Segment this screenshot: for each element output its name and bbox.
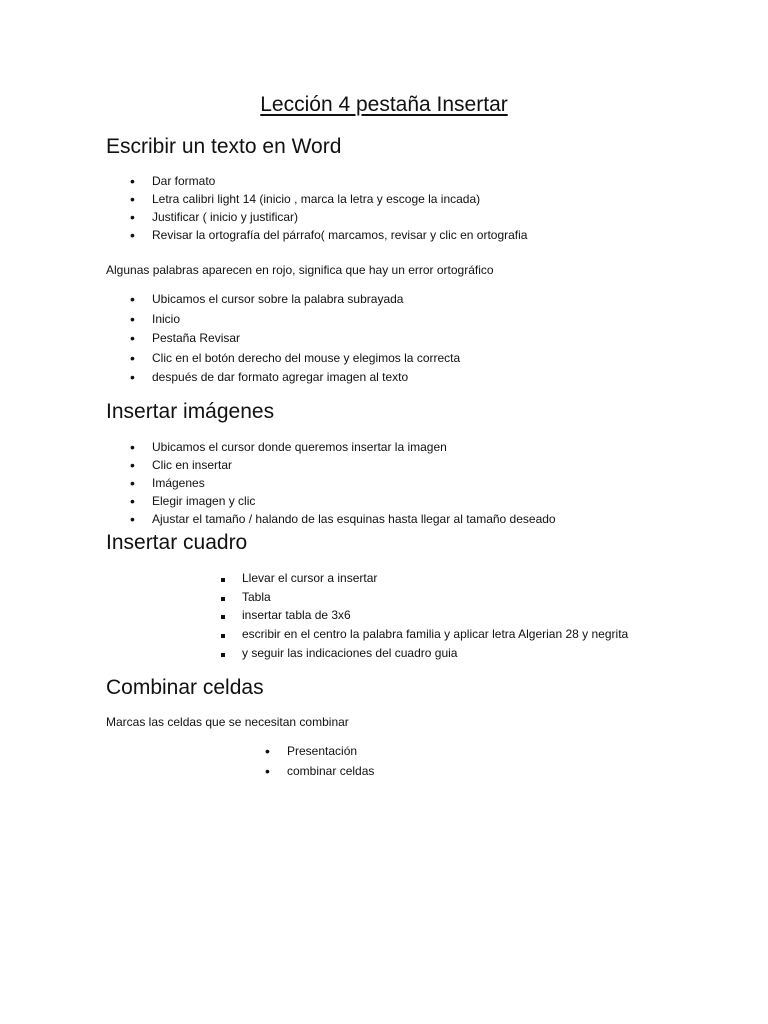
- bullet-icon: [130, 312, 135, 327]
- list-item-text: y seguir las indicaciones del cuadro guia: [242, 645, 458, 660]
- list-item-text: insertar tabla de 3x6: [242, 608, 351, 623]
- list-item: [152, 312, 460, 332]
- section-heading-imagenes: Insertar imágenes: [106, 400, 275, 423]
- list-item-text: después de dar formato agregar imagen al texto: [152, 370, 409, 384]
- square-bullet-icon: [221, 590, 225, 604]
- bullet-list-revisar: [152, 292, 460, 390]
- bullet-icon: [130, 292, 135, 307]
- section-heading-combinar: Combinar celdas: [106, 676, 264, 699]
- list-item-text: Ajustar el tamaño / halando de las esquinas hasta llegar al tamaño deseado: [152, 512, 556, 526]
- bullet-icon: [130, 458, 135, 473]
- list-item-text: escribir en el centro la palabra familia y aplicar letra Algerian 28 y negrita: [242, 627, 629, 642]
- square-bullet-icon: [221, 608, 225, 622]
- bullet-icon: [265, 764, 270, 779]
- list-item: [242, 590, 628, 609]
- bullet-icon: [130, 228, 135, 243]
- list-item-text: Elegir imagen y clic: [152, 494, 256, 508]
- section-heading-escribir: Escribir un texto en Word: [106, 135, 342, 158]
- paragraph-combinar: Marcas las celdas que se necesitan combinar: [106, 715, 349, 729]
- list-item-text: Justificar ( inicio y justificar): [152, 210, 299, 224]
- list-item: [152, 476, 556, 494]
- list-item: [242, 608, 628, 627]
- bullet-icon: [130, 174, 135, 189]
- list-item: [152, 228, 527, 246]
- bullet-icon: [130, 210, 135, 225]
- list-item: [152, 370, 460, 390]
- list-item: [152, 494, 556, 512]
- list-item-text: Clic en insertar: [152, 458, 233, 472]
- paragraph-errores: Algunas palabras aparecen en rojo, significa que hay un error ortográfico: [106, 263, 494, 277]
- bullet-list-imagenes: [152, 440, 556, 530]
- list-item-text: Presentación: [287, 744, 358, 758]
- list-item: [152, 292, 460, 312]
- bullet-icon: [130, 476, 135, 491]
- bullet-icon: [130, 351, 135, 366]
- list-item: [152, 192, 527, 210]
- section-heading-cuadro: Insertar cuadro: [106, 531, 248, 554]
- bullet-icon: [130, 440, 135, 455]
- list-item: [152, 440, 556, 458]
- bullet-list-combinar: [287, 744, 374, 784]
- list-item: [152, 174, 527, 192]
- bullet-icon: [130, 494, 135, 509]
- list-item-text: Dar formato: [152, 174, 216, 188]
- list-item: [152, 210, 527, 228]
- square-bullet-icon: [221, 627, 225, 641]
- page-title: Lección 4 pestaña Insertar: [260, 93, 508, 116]
- list-item-text: Pestaña Revisar: [152, 331, 241, 345]
- list-item: [152, 458, 556, 476]
- list-item: [287, 764, 374, 784]
- list-item-text: Revisar la ortografía del párrafo( marcamos, revisar y clic en ortografia: [152, 228, 528, 242]
- list-item-text: Clic en el botón derecho del mouse y elegimos la correcta: [152, 350, 461, 365]
- list-item: [242, 571, 628, 590]
- bullet-list-formato: [152, 174, 527, 246]
- list-item-text: Imágenes: [152, 476, 205, 490]
- square-list-cuadro: [242, 571, 628, 664]
- list-item: [242, 627, 628, 646]
- list-item-text: Letra calibri light 14 (inicio , marca la letra y escoge la incada): [152, 192, 481, 206]
- list-item-text: Ubicamos el cursor sobre la palabra subrayada: [152, 292, 404, 306]
- list-item-text: Inicio: [152, 311, 181, 326]
- list-item: [152, 512, 556, 530]
- list-item: [152, 331, 460, 351]
- list-item: [152, 351, 460, 371]
- list-item-text: combinar celdas: [287, 764, 375, 778]
- list-item: [287, 744, 374, 764]
- list-item: [242, 646, 628, 665]
- list-item-text: Llevar el cursor a insertar: [242, 571, 378, 585]
- square-bullet-icon: [221, 646, 225, 660]
- bullet-icon: [130, 192, 135, 207]
- square-bullet-icon: [221, 571, 225, 585]
- bullet-icon: [130, 331, 135, 346]
- list-item-text: Tabla: [242, 589, 271, 604]
- bullet-icon: [130, 512, 135, 527]
- bullet-icon: [265, 744, 270, 759]
- list-item-text: Ubicamos el cursor donde queremos insertar la imagen: [152, 440, 447, 454]
- bullet-icon: [130, 370, 135, 385]
